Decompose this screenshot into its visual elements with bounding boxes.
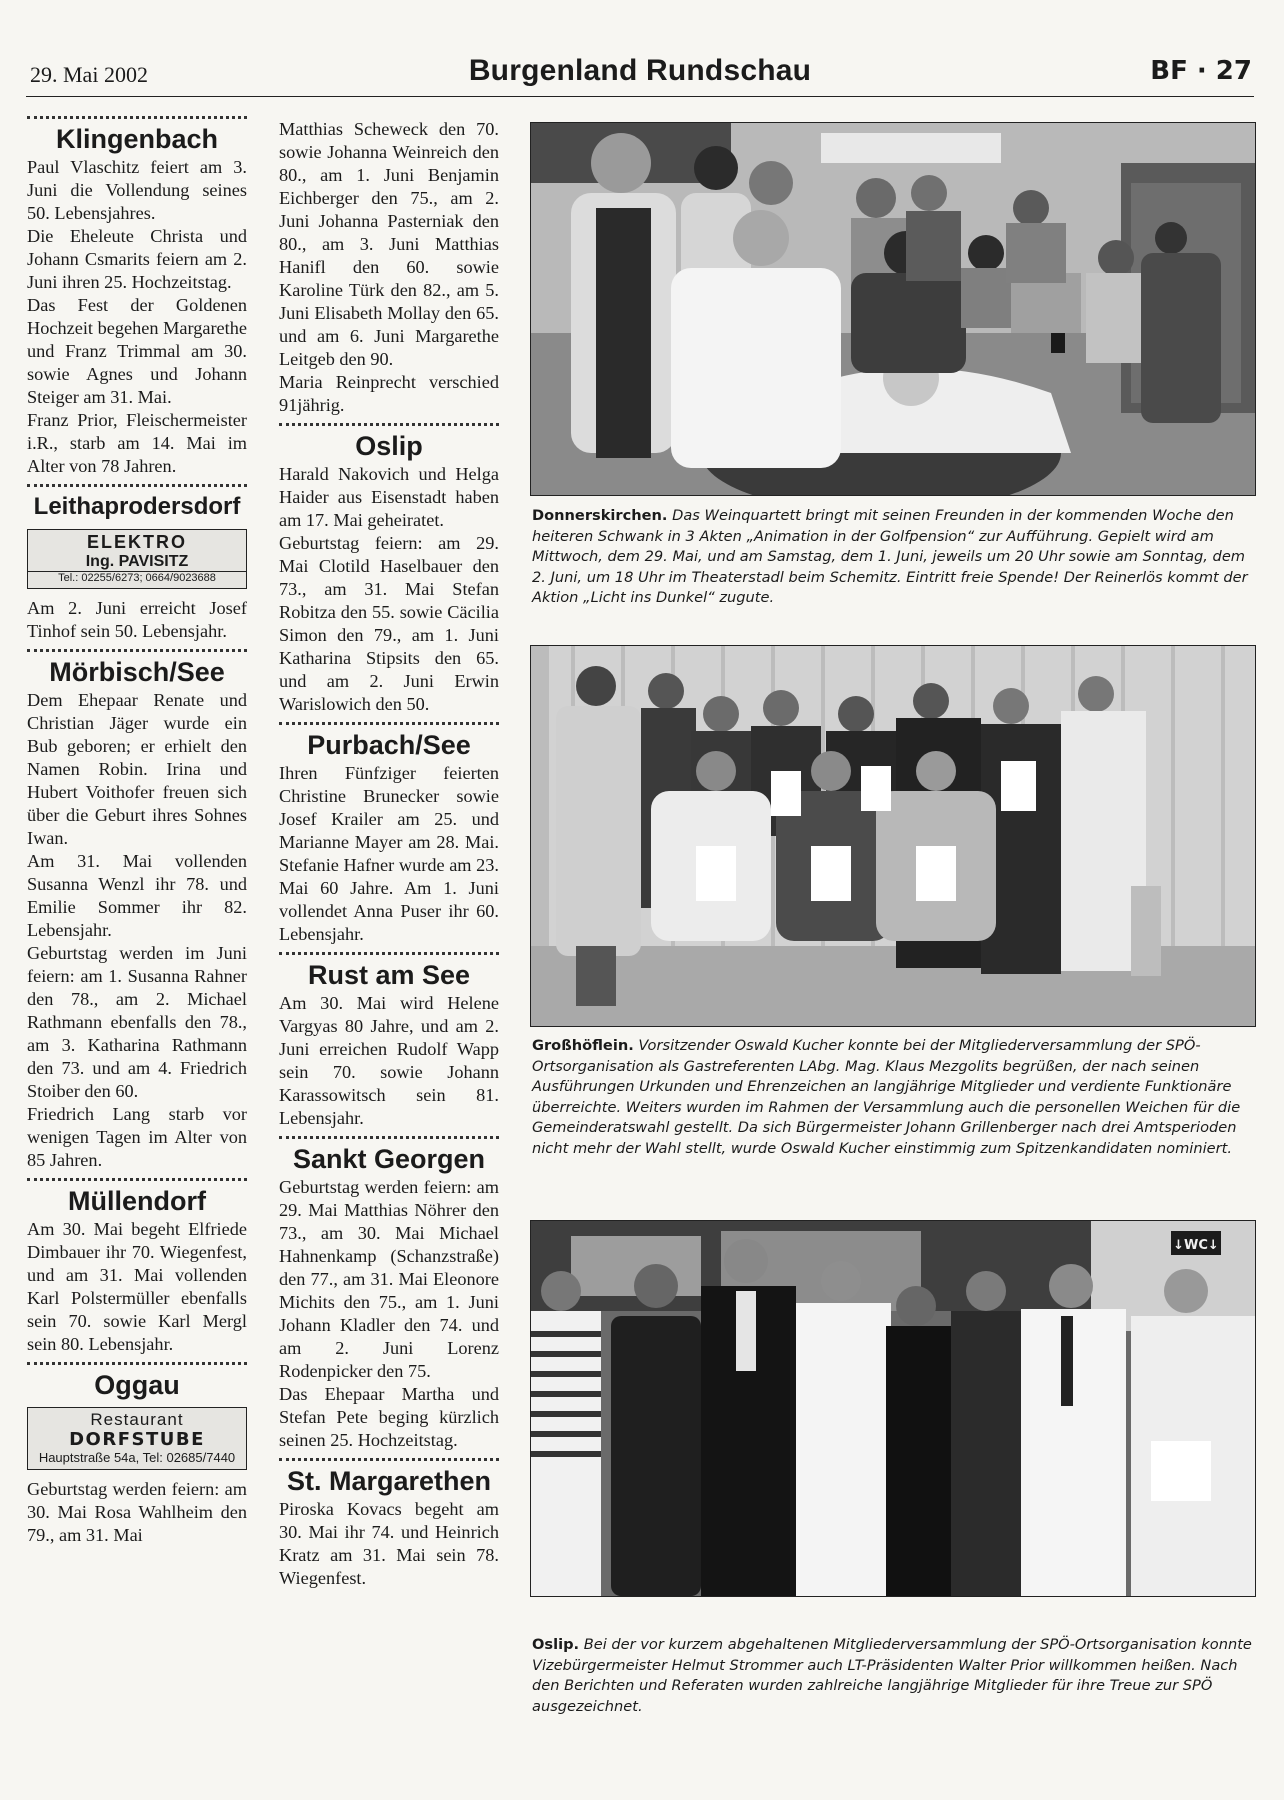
dotted-separator — [279, 722, 499, 725]
photo-donnerskirchen-theater-group — [530, 122, 1256, 496]
paragraph: Piroska Kovacs begeht am 30. Mai ihr 74. und Heinrich Kratz am 31. Mai sein 78. Wiegenfest. — [279, 1499, 499, 1588]
column-2 — [279, 118, 499, 1590]
advertisement-dorfstube — [27, 1407, 247, 1470]
photo-image — [531, 1221, 1255, 1596]
section-title-leithaprodersdorf: Leithaprodersdorf — [33, 493, 241, 520]
newspaper-title: Burgenland Rundschau — [468, 54, 812, 87]
caption-donnerskirchen — [532, 506, 1254, 609]
caption-grosshoeflein — [532, 1036, 1254, 1159]
photo-image — [531, 123, 1255, 495]
wc-sign: ↓WC↓ — [1173, 1238, 1219, 1253]
dotted-separator — [279, 1458, 499, 1461]
section-title-moerbisch: Mörbisch/See — [49, 657, 225, 687]
section-title-oslip: Oslip — [355, 431, 423, 461]
paragraph: Harald Nakovich und Helga Haider aus Eisenstadt haben am 17. Mai geheiratet. — [279, 464, 499, 530]
issue-date: 29. Mai 2002 — [30, 62, 148, 87]
photo-oslip-members — [530, 1220, 1256, 1597]
section-title-oggau: Oggau — [94, 1370, 180, 1400]
dotted-separator — [279, 1136, 499, 1139]
ad-line: DORFSTUBE — [69, 1429, 205, 1450]
ad-phone: Tel.: 02255/6273; 0664/9023688 — [28, 571, 246, 585]
dotted-separator — [279, 952, 499, 955]
paragraph: Das Fest der Goldenen Hochzeit begehen Margarethe und Franz Trimmal am 30. sowie Agnes und Johann Steiger am 31. Mai. — [27, 295, 247, 407]
caption-text: Das Weinquartett bringt mit seinen Freunden in der kommenden Woche den heiteren Schwank in 3 Akten „Animation in der Golfpension“ zur Aufführung. Gepielt wird am Mittwoch, dem 29. Mai, und am Samstag, dem 1. Juni, jeweils um 20 Uhr sowie am Sonntag, dem 2. Juni, um 18 Uhr im Theaterstadl beim Schemitz. Eintritt freie Spende! Der Reinerlös kommt der Aktion „Licht ins Dunkel“ zugute. — [532, 507, 1248, 606]
paragraph: Das Ehepaar Martha und Stefan Pete beging kürzlich seinen 25. Hochzeitstag. — [279, 1384, 499, 1450]
photo-image — [531, 646, 1255, 1026]
paragraph: Friedrich Lang starb vor wenigen Tagen im Alter von 85 Jahren. — [27, 1104, 247, 1170]
paragraph: Geburtstag werden feiern: am 30. Mai Rosa Wahlheim den 79., am 31. Mai — [27, 1479, 247, 1545]
section-title-klingenbach: Klingenbach — [55, 124, 218, 154]
paragraph: Am 31. Mai vollenden Susanna Wenzl ihr 78. und Emilie Sommer ihr 82. Lebensjahr. — [27, 851, 247, 940]
photo-grosshoeflein-honorees — [530, 645, 1256, 1027]
section-title-muellendorf: Müllendorf — [68, 1186, 206, 1216]
dotted-separator — [279, 423, 499, 426]
paragraph: Franz Prior, Fleischermeister i.R., starb am 14. Mai im Alter von 78 Jahren. — [27, 410, 247, 476]
caption-text: Bei der vor kurzem abgehaltenen Mitgliederversammlung der SPÖ-Ortsorganisation konnte Vizebürgermeister Helmut Strommer auch LT-Präsidenten Walter Prior willkommen heißen. Nach den Berichten und Referaten wurden zahlreiche langjährige Mitglieder für ihre Treue zur SPÖ ausgezeichnet. — [532, 1636, 1252, 1715]
section-title-rust: Rust am See — [307, 960, 471, 990]
advertisement-elektro-pavisitz — [27, 529, 247, 589]
paragraph: Geburtstag werden feiern: am 29. Mai Matthias Nöhrer den 73., am 30. Mai Michael Hahnenkamp (Schanzstraße) den 77., am 31. Mai Eleonore Michits den 75., am 1. Juni Johann Kladler den 74. und am 2. Juni Lorenz Rodenpicker den 75. — [279, 1177, 499, 1381]
dotted-separator — [27, 116, 247, 119]
caption-place: Oslip. — [532, 1636, 580, 1653]
paragraph: Die Eheleute Christa und Johann Csmarits feiern am 2. Juni ihren 25. Hochzeitstag. — [27, 226, 247, 292]
paragraph: Am 30. Mai wird Helene Vargyas 80 Jahre, und am 2. Juni erreichen Rudolf Wapp sein 70. sowie Johann Karassowitsch sein 81. Lebensjahr. — [279, 993, 499, 1128]
ad-line: Restaurant — [90, 1410, 184, 1429]
paragraph: Dem Ehepaar Renate und Christian Jäger wurde ein Bub geboren; er erhielt den Namen Robin. Irina und Hubert Voithofer freuen sich über die Geburt ihres Sohnes Iwan. — [27, 690, 247, 848]
paragraph: Paul Vlaschitz feiert am 3. Juni die Vollendung seines 50. Lebensjahres. — [27, 157, 247, 223]
dotted-separator — [27, 1178, 247, 1181]
caption-oslip — [532, 1635, 1254, 1717]
paragraph: Matthias Scheweck den 70. sowie Johanna Weinreich den 80., am 1. Juni Benjamin Eichberger den 75., am 2. Juni Johanna Pasterniak den 80., am 3. Juni Matthias Hanifl den 60. sowie Karoline Türk den 82., am 5. Juni Elisabeth Mollay den 65. und am 6. Juni Margarethe Leitgeb den 90. — [279, 119, 499, 369]
page-number: BF · 27 — [1150, 56, 1252, 86]
dotted-separator — [27, 649, 247, 652]
paragraph: Am 30. Mai begeht Elfriede Dimbauer ihr 70. Wiegenfest, und am 31. Mai vollenden Karl Polstermüller ebenfalls sein 70. sowie Karl Mergl sein 80. Lebensjahr. — [27, 1219, 247, 1354]
dotted-separator — [27, 484, 247, 487]
caption-place: Großhöflein. — [532, 1037, 634, 1054]
caption-place: Donnerskirchen. — [532, 507, 668, 524]
section-title-sankt-georgen: Sankt Georgen — [292, 1144, 486, 1174]
section-title-st-margarethen: St. Margarethen — [286, 1466, 492, 1496]
paragraph: Maria Reinprecht verschied 91jährig. — [279, 372, 499, 415]
section-title-purbach: Purbach/See — [307, 730, 471, 760]
column-1 — [27, 110, 247, 1547]
dotted-separator — [27, 1362, 247, 1365]
paragraph: Am 2. Juni erreicht Josef Tinhof sein 50. Lebensjahr. — [27, 598, 247, 641]
paragraph: Geburtstag feiern: am 29. Mai Clotild Haselbauer den 73., am 31. Mai Stefan Robitza den 55. sowie Cäcilia Simon den 79., am 1. Juni Katharina Stipsits den 65. und am 2. Juni Erwin Warislowich den 50. — [279, 533, 499, 714]
ad-line: Ing. PAVISITZ — [85, 553, 189, 570]
ad-line: ELEKTRO — [86, 532, 187, 552]
ad-address: Hauptstraße 54a, Tel: 02685/7440 — [38, 1450, 236, 1465]
paragraph: Geburtstag werden im Juni feiern: am 1. Susanna Rahner den 78., am 2. Michael Rathmann ebenfalls den 78., am 3. Katharina Rathmann den 73. und am 4. Friedrich Stoiber den 60. — [27, 943, 247, 1101]
paragraph: Ihren Fünfziger feierten Christine Brunecker sowie Josef Krailer am 25. und Marianne Mayer am 28. Mai. Stefanie Hafner wurde am 23. Mai 60 Jahre. Am 1. Juni vollendet Anna Puser ihr 60. Lebensjahr. — [279, 763, 499, 944]
page-header — [26, 52, 1254, 97]
caption-text: Vorsitzender Oswald Kucher konnte bei der Mitgliederversammlung der SPÖ-Ortsorganisation als Gastreferenten LAbg. Mag. Klaus Mezgolits begrüßen, der nach seinen Ausführungen Urkunden und Ehrenzeichen an langjährige Mitglieder und verdiente Funktionäre überreichte. Weiters wurden im Rahmen der Versammlung auch die personellen Weichen für die Gemeinderatswahl gestellt. Da sich Bürgermeister Johann Grillenberger nach drei Amtsperioden nicht mehr der Wahl stellt, wurde Oswald Kucher einstimmig zum Spitzenkandidaten nominiert. — [532, 1037, 1241, 1157]
